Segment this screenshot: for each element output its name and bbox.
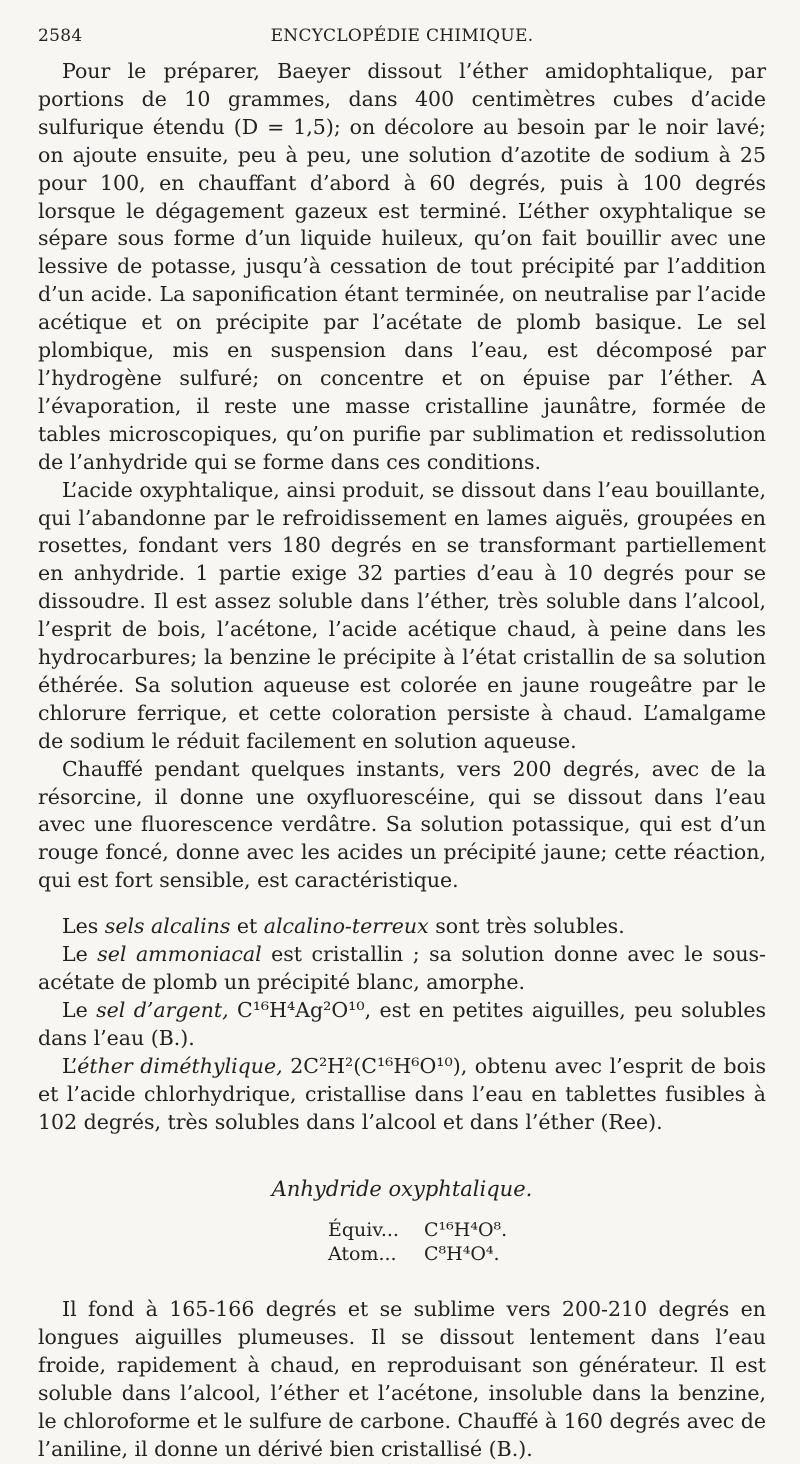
formula-value: C¹⁶H⁴O⁸. [424,1219,508,1242]
paragraph-anhydride-properties: Il fond à 165-166 degrés et se sublime vers 200-210 degrés en longues aiguilles plumeuses. Il se dissout lentement dans l’eau froide, rapidement à chaud, en reproduisant son générateur. Il est soluble dans l’alcool, l’éther et l’acétone, insoluble dans la benzine, le chloroforme et le sulfure de carbone. Chauffé à 160 degrés avec de l’aniline, il donne un dérivé bien cristallisé (B.). [38,1297,766,1461]
formula-label: Atom... [328,1243,397,1266]
spacer [38,1136,766,1166]
page-body [38,58,766,1464]
paragraph-alkaline-salts: Les sels alcalins et alcalino-terreux sont très solubles. [62,914,625,939]
spacer [38,895,766,913]
formula-row [328,1242,766,1266]
paragraph-acid-properties: L’acide oxyphtalique, ainsi produit, se dissout dans l’eau bouillante, qui l’abandonne par le refroidissement en lames aiguës, groupées en rosettes, fondant vers 180 degrés en se transformant partiellement en anhydride. 1 partie exige 32 parties d’eau à 10 degrés pour se dissoudre. Il est assez soluble dans l’éther, très soluble dans l’alcool, l’esprit de bois, l’acétone, l’acide acétique chaud, à peine dans les hydrocarbures; la benzine le précipite à l’état cristallin de sa solution éthérée. Sa solution aqueuse est colorée en jaune rougeâtre par le chlorure ferrique, et cette coloration persiste à chaud. L’amalgame de sodium le réduit facilement en solution aqueuse. [38,477,766,753]
section-heading: Anhydride oxyphtalique. [271,1177,533,1202]
spacer [38,1266,766,1296]
paragraph-preparation: Pour le préparer, Baeyer dissout l’éther amidophtalique, par portions de 10 grammes, dans 400 centimètres cubes d’acide sulfurique étendu (D = 1,5); on décolore au besoin par le noir lavé; on ajoute ensuite, peu à peu, une solution d’azotite de sodium à 25 pour 100, en chauffant d’abord à 60 degrés, puis à 100 degrés lorsque le dégagement gazeux est terminé. L’éther oxyphtalique se sépare sous forme d’un liquide huileux, qu’on fait bouillir avec une lessive de potasse, jusqu’à cessation de tout précipité par l’addition d’un acide. La saponification étant terminée, on neutralise par l’acide acétique et on précipite par l’acétate de plomb basique. Le sel plombique, mis en suspension dans l’eau, est décomposé par l’hydrogène sulfuré; on concentre et on épuise par l’éther. A l’évaporation, il reste une masse cristalline jaunâtre, formée de tables microscopiques, qu’on purifie par sublimation et redissolution de l’anhydride qui se forme dans ces conditions. [38,59,766,474]
formula-label: Équiv... [328,1219,399,1242]
paragraph-dimethyl-ether: L’éther diméthylique, 2C²H²(C¹⁶H⁶O¹⁰), obtenu avec l’esprit de bois et l’acide chlorhydrique, cristallise dans l’eau en tablettes fusibles à 102 degrés, très solubles dans l’alcool et dans l’éther (Ree). [38,1053,766,1134]
formula-row [328,1218,766,1242]
running-title: ENCYCLOPÉDIE CHIMIQUE. [270,26,534,46]
formula-value: C⁸H⁴O⁴. [424,1243,500,1266]
formula-table [328,1218,766,1266]
paragraph-silver-salt: Le sel d’argent, C¹⁶H⁴Ag²O¹⁰, est en petites aiguilles, peu solubles dans l’eau (B.). [38,997,766,1050]
paragraph-ammonium-salt: Le sel ammoniacal est cristallin ; sa solution donne avec le sous-acétate de plomb un précipité blanc, amorphe. [38,942,766,994]
page-number: 2584 [38,26,83,46]
paragraph-resorcine-reaction: Chauffé pendant quelques instants, vers 200 degrés, avec de la résorcine, il donne une oxyfluorescéine, qui se dissout dans l’eau avec une fluorescence verdâtre. Sa solution potassique, qui est d’un rouge foncé, donne avec les acides un précipité jaune; cette réaction, qui est fort sensible, est caractéristique. [38,756,766,893]
